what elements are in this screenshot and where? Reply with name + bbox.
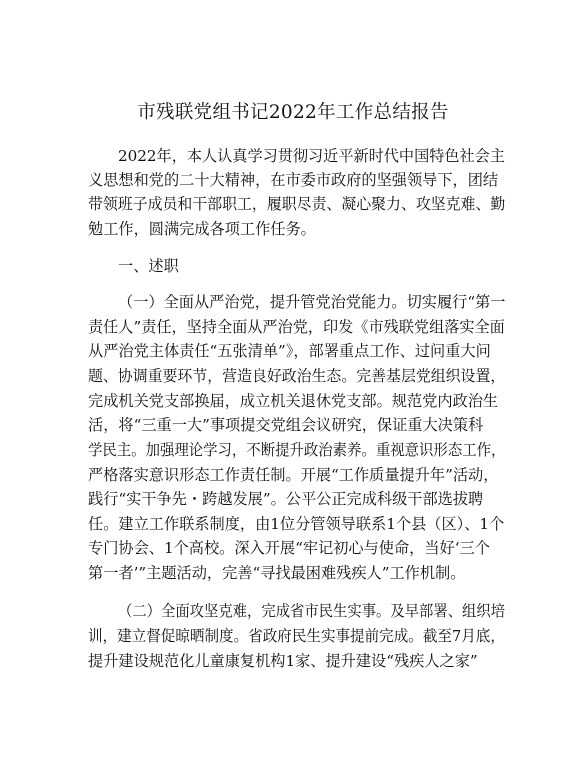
text-line: （二）全面攻坚克难，完成省市民生实事。及早部署、组织培	[118, 602, 506, 620]
document-title: 市残联党组书记2022年工作总结报告	[137, 102, 449, 123]
text-line: 学民主。加强理论学习，不断提升政治素养。重视意识形态工作，	[88, 441, 506, 459]
section-heading: 一、述职	[118, 257, 179, 275]
text-line: 活，将“三重一大”事项提交党组会议研究，保证重大决策科	[88, 416, 484, 434]
text-line: 严格落实意识形态工作责任制。开展“工作质量提升年”活动，	[88, 466, 499, 484]
text-line: 义思想和党的二十大精神，在市委市政府的坚强领导下，团结	[88, 171, 499, 189]
text-line: 勉工作，圆满完成各项工作任务。	[88, 220, 316, 238]
text-line: 第一者’”主题活动，完善“寻找最困难残疾人”工作机制。	[88, 564, 466, 582]
text-line: 带领班子成员和干部职工，履职尽责、凝心聚力、攻坚克难、勤	[88, 195, 506, 213]
text-line: 践行“实干争先・跨越发展”。公平公正完成科级干部选拔聘	[88, 490, 484, 508]
text-line: 从严治党主体责任“五张清单”》，部署重点工作、过问重大问	[88, 342, 491, 360]
text-line: 责任人”责任，坚持全面从严治党，印发《市残联党组落实全面	[88, 318, 505, 336]
text-line: 题、协调重要环节，营造良好政治生态。完善基层党组织设置，	[88, 367, 506, 385]
text-line: 2022年，本人认真学习贯彻习近平新时代中国特色社会主	[118, 147, 505, 165]
text-line: 完成机关党支部换届，成立机关退休党支部。规范党内政治生	[88, 392, 499, 410]
text-line: （一）全面从严治党，提升管党治党能力。切实履行“第一	[118, 293, 506, 311]
text-line: 专门协会、1个高校。深入开展“牢记初心与使命，当好‘三个	[88, 539, 490, 557]
text-line: 任。建立工作联系制度，由1位分管领导联系1个县（区）、1个	[88, 515, 505, 533]
text-line: 提升建设规范化儿童康复机构1家、提升建设“残疾人之家”	[88, 652, 478, 670]
text-line: 训，建立督促晾晒制度。省政府民生实事提前完成。截至7月底，	[88, 627, 505, 645]
